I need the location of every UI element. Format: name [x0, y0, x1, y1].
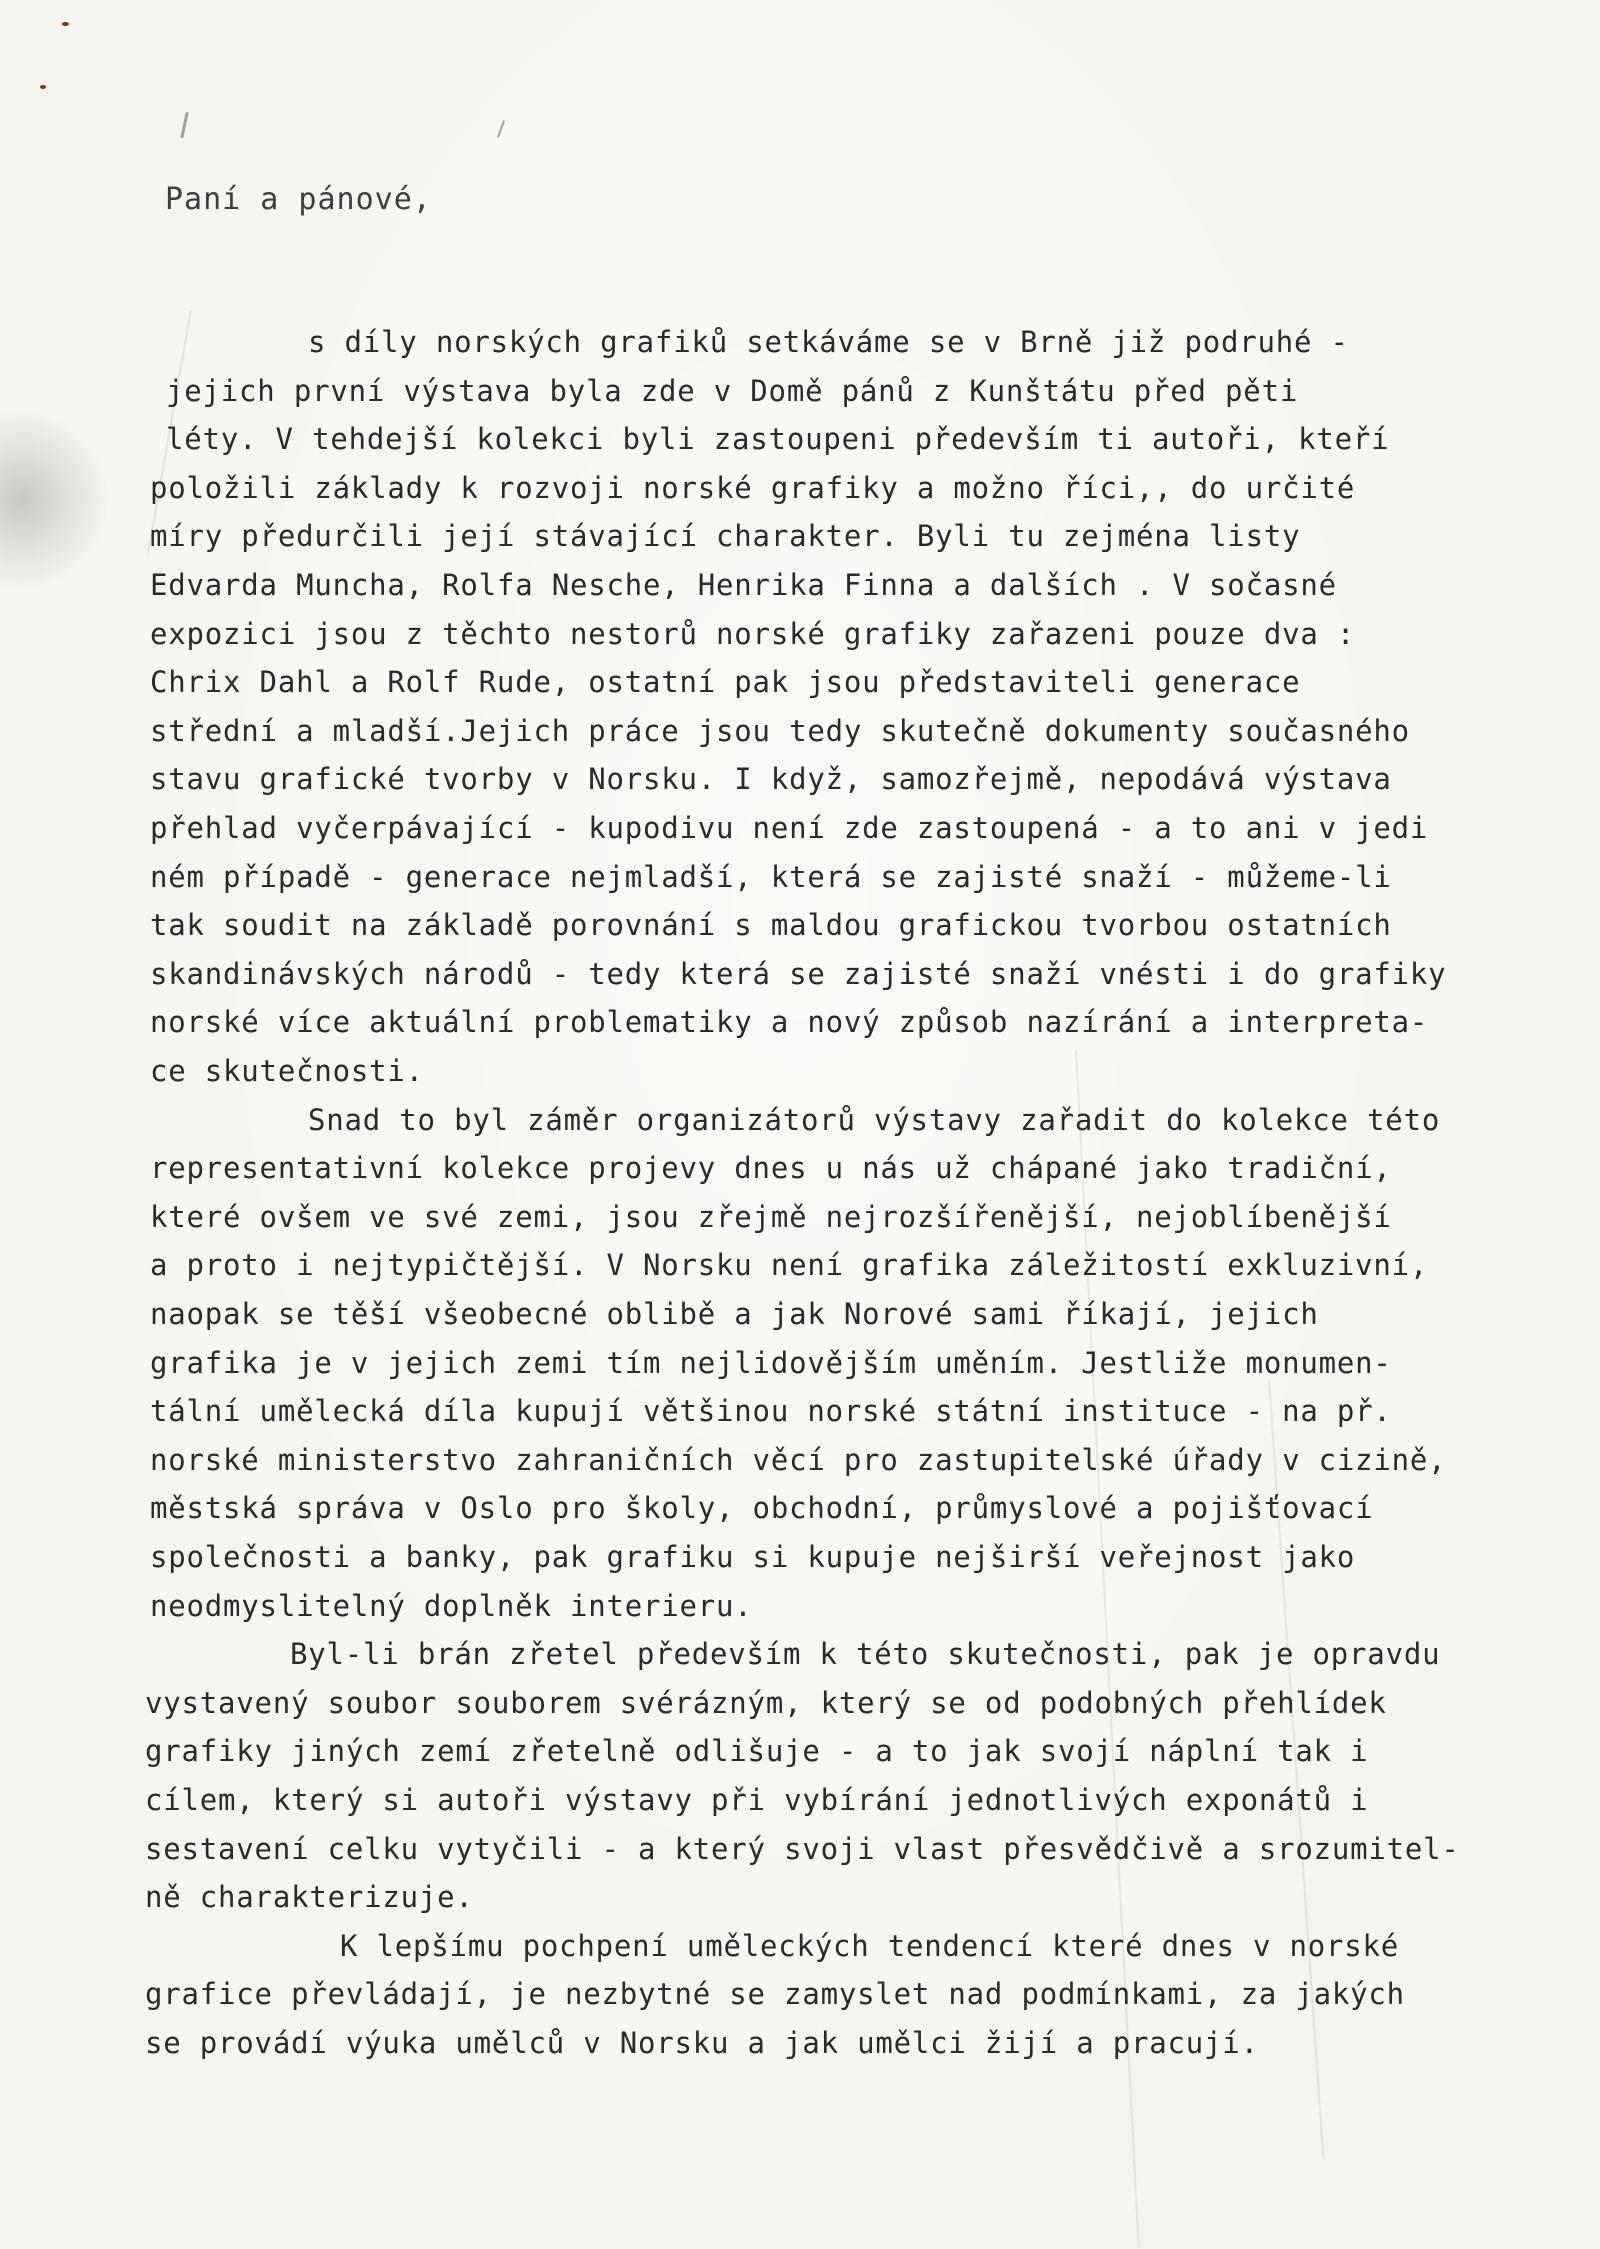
- text-line: a proto i nejtypičtější. V Norsku není grafika záležitostí exkluzivní,: [150, 1248, 1429, 1283]
- text-line: tak soudit na základě porovnání s maldou grafickou tvorbou ostatních: [150, 908, 1392, 943]
- salutation: Paní a pánové,: [165, 182, 432, 217]
- text-line: vystavený soubor souborem svérázným, který se od podobných přehlídek: [145, 1685, 1387, 1720]
- text-line: střední a mladší.Jejich práce jsou tedy skutečně dokumenty současného: [150, 713, 1410, 748]
- text-line: representativní kolekce projevy dnes u nás už chápané jako tradiční,: [150, 1151, 1392, 1186]
- text-line: skandinávských národů - tedy která se zajisté snaží vnésti i do grafiky: [150, 956, 1447, 991]
- text-line: sestavení celku vytyčili - a který svoji vlast přesvědčivě a srozumitel-: [145, 1831, 1460, 1866]
- text-line: se provádí výuka umělců v Norsku a jak umělci žijí a pracují.: [145, 2026, 1259, 2060]
- paper-speck: [40, 85, 46, 89]
- text-line: Snad to byl záměr organizátorů výstavy zařadit do kolekce této: [308, 1102, 1441, 1137]
- text-line: Edvarda Muncha, Rolfa Nesche, Henrika Finna a dalších . V sočasné: [150, 568, 1337, 602]
- text-line: Byl-li brán zřetel především k této skutečnosti, pak je opravdu: [290, 1637, 1441, 1672]
- text-line: míry předurčili její stávající charakter. Byli tu zejména listy: [150, 519, 1301, 554]
- text-line: městská správa v Oslo pro školy, obchodní, průmyslové a pojišťovací: [150, 1491, 1374, 1526]
- text-line: přehlad vyčerpávající - kupodivu není zde zastoupená - a to ani v jedi: [150, 811, 1429, 845]
- text-line: grafiky jiných zemí zřetelně odlišuje - a to jak svojí náplní tak i: [145, 1734, 1369, 1769]
- text-line: cílem, který si autoři výstavy při vybírání jednotlivých exponátů i: [145, 1783, 1369, 1817]
- text-line: naopak se těší všeobecné oblibě a jak Norové sami říkají, jejich: [150, 1297, 1319, 1331]
- pencil-mark: [497, 120, 505, 138]
- text-line: stavu grafické tvorby v Norsku. I když, samozřejmě, nepodává výstava: [150, 762, 1392, 797]
- text-line: jejich první výstava byla zde v Domě pánů z Kunštátu před pěti: [166, 373, 1299, 408]
- text-line: norské více aktuální problematiky a nový způsob nazírání a interpreta-: [150, 1005, 1429, 1040]
- text-line: expozici jsou z těchto nestorů norské grafiky zařazeni pouze dva :: [150, 616, 1356, 651]
- text-line: ce skutečnosti.: [150, 1054, 424, 1088]
- text-line: položili základy k rozvoji norské grafiky a možno říci,, do určité: [150, 470, 1356, 505]
- text-line: K lepšímu pochpení uměleckých tendencí které dnes v norské: [340, 1928, 1400, 1963]
- text-line: s díly norských grafiků setkáváme se v Brně již podruhé -: [308, 325, 1349, 359]
- text-line: ném případě - generace nejmladší, která se zajisté snaží - můžeme-li: [150, 859, 1392, 894]
- text-line: tální umělecká díla kupují většinou norské státní instituce - na př.: [150, 1394, 1392, 1429]
- text-line: léty. V tehdejší kolekci byli zastoupeni především ti autoři, kteří: [166, 422, 1390, 457]
- paper-smudge: [0, 410, 110, 590]
- text-line: ně charakterizuje.: [145, 1880, 474, 1915]
- text-line: neodmyslitelný doplněk interieru.: [150, 1588, 753, 1623]
- text-line: grafice převládají, je nezbytné se zamyslet nad podmínkami, za jakých: [145, 1977, 1405, 2012]
- text-line: které ovšem ve své zemi, jsou zřejmě nejrozšířenější, nejoblíbenější: [150, 1199, 1392, 1234]
- pencil-mark: [180, 112, 188, 138]
- text-line: společnosti a banky, pak grafiku si kupuje nejširší veřejnost jako: [150, 1540, 1356, 1574]
- text-line: grafika je v jejich zemi tím nejlidovějším uměním. Jestliže monumen-: [150, 1345, 1392, 1380]
- text-line: norské ministerstvo zahraničních věcí pro zastupitelské úřady v cizině,: [150, 1442, 1447, 1477]
- paper-speck: [62, 22, 69, 26]
- text-line: Chrix Dahl a Rolf Rude, ostatní pak jsou představiteli generace: [150, 665, 1301, 700]
